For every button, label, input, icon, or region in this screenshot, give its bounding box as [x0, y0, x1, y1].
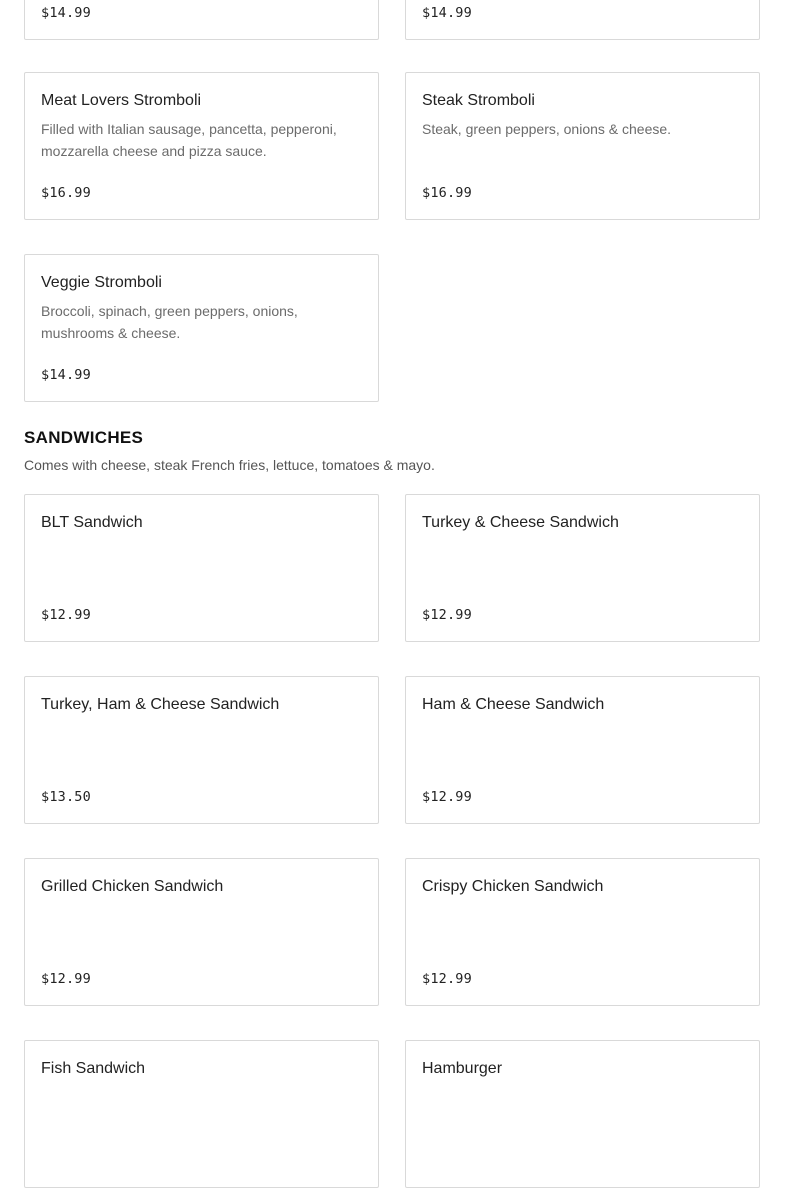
- item-name: Hamburger: [422, 1060, 503, 1077]
- item-description: Filled with Italian sausage, pancetta, pepperoni, mozzarella cheese and pizza sauce.: [41, 121, 337, 159]
- item-price: $14.99: [422, 5, 472, 21]
- menu-item-card[interactable]: [24, 676, 379, 824]
- item-name: Veggie Stromboli: [41, 274, 162, 291]
- section-title: SANDWICHES: [24, 428, 144, 447]
- item-name: Fish Sandwich: [41, 1060, 146, 1077]
- item-price: $12.99: [422, 971, 472, 987]
- item-price: $12.99: [422, 607, 472, 623]
- menu-item-card[interactable]: [24, 858, 379, 1006]
- item-price: $16.99: [422, 185, 472, 201]
- item-name: Turkey, Ham & Cheese Sandwich: [41, 696, 280, 713]
- item-price: $16.99: [41, 185, 91, 201]
- menu-item-card[interactable]: [405, 858, 760, 1006]
- item-name: Grilled Chicken Sandwich: [41, 878, 224, 895]
- item-name: Meat Lovers Stromboli: [41, 92, 202, 109]
- item-name: Ham & Cheese Sandwich: [422, 696, 605, 713]
- item-description: Steak, green peppers, onions & cheese.: [422, 121, 672, 137]
- item-description: Broccoli, spinach, green peppers, onions, mushrooms & cheese.: [41, 303, 298, 341]
- item-price: $14.99: [41, 367, 91, 383]
- item-price: $12.99: [41, 971, 91, 987]
- item-name: Turkey & Cheese Sandwich: [422, 514, 619, 531]
- item-price: $13.50: [41, 789, 91, 805]
- menu-item-card[interactable]: [405, 676, 760, 824]
- menu-item-card[interactable]: [405, 1040, 760, 1188]
- section-description: Comes with cheese, steak French fries, lettuce, tomatoes & mayo.: [24, 457, 435, 473]
- item-name: Steak Stromboli: [422, 92, 535, 109]
- menu-item-card[interactable]: [24, 72, 379, 220]
- item-price: $12.99: [41, 607, 91, 623]
- menu-item-card[interactable]: [24, 1040, 379, 1188]
- menu-item-card[interactable]: [405, 494, 760, 642]
- menu-item-card[interactable]: [405, 72, 760, 220]
- item-name: BLT Sandwich: [41, 514, 143, 531]
- menu-item-card[interactable]: [24, 0, 379, 40]
- item-price: $12.99: [422, 789, 472, 805]
- item-name: Crispy Chicken Sandwich: [422, 878, 604, 895]
- menu-item-card[interactable]: [405, 0, 760, 40]
- item-price: $14.99: [41, 5, 91, 21]
- menu-item-card[interactable]: [24, 494, 379, 642]
- menu-item-card[interactable]: [24, 254, 379, 402]
